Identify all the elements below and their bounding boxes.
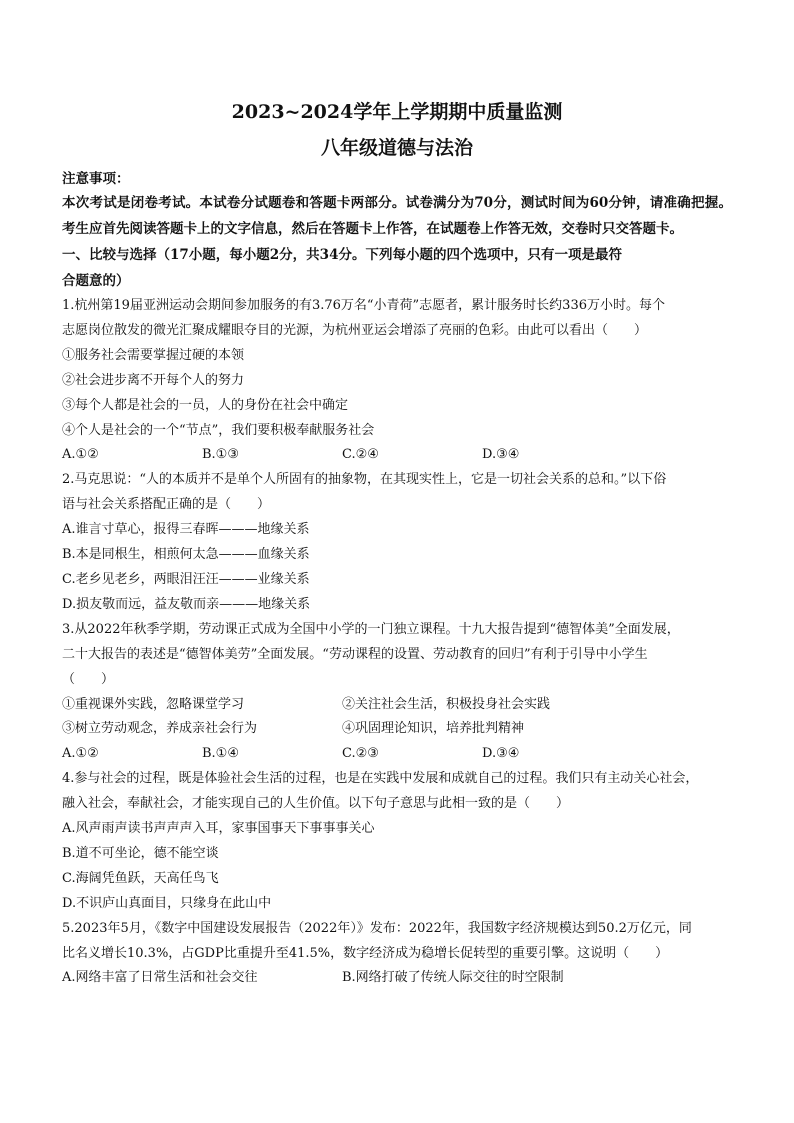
question-stem-line: 4.参与社会的过程，既是体验社会生活的过程，也是在实践中发展和成就自己的过程。我们只有主动关心社会， xyxy=(62,771,699,787)
notice-heading: 注意事项： xyxy=(62,171,130,187)
option-b: B.①③ xyxy=(202,447,239,463)
question-4 xyxy=(62,767,732,916)
option-d: D.不识庐山真面目，只缘身在此山中 xyxy=(62,895,272,911)
option-c: C.②④ xyxy=(342,447,379,463)
option-d: D.③④ xyxy=(482,746,520,762)
exam-subject: 八年级道德与法治 xyxy=(320,137,473,159)
statement-item: ①重视课外实践，忽略课堂学习 xyxy=(62,696,245,712)
question-stem-line: 1.杭州第19届亚洲运动会期间参加服务的有3.76万名“小青荷”志愿者，累计服务时长约336万小时。每个 xyxy=(62,298,665,313)
question-1 xyxy=(62,294,732,468)
statement-item: ④个人是社会的一个“节点”，我们要积极奉献服务社会 xyxy=(62,422,375,438)
question-5 xyxy=(62,917,732,992)
question-stem-line: 5.2023年5月，《数字中国建设发展报告（2022年）》发布：2022年，我国数字经济规模达到50.2万亿元，同 xyxy=(62,920,692,936)
question-stem-line: 3.从2022年秋季学期，劳动课正式成为全国中小学的一门独立课程。十九大报告提到“德智体美”全面发展， xyxy=(62,621,680,637)
option-c: C.老乡见老乡，两眼泪汪汪———业缘关系 xyxy=(62,571,310,587)
option-b: B.道不可坐论，德不能空谈 xyxy=(62,845,219,861)
option-a: A.①② xyxy=(62,447,99,463)
answer-options xyxy=(62,742,732,767)
question-stem-line: 融入社会，奉献社会，才能实现自己的人生价值。以下句子意思与此相一致的是（ ） xyxy=(62,796,570,812)
statement-item: ③每个人都是社会的一员，人的身份在社会中确定 xyxy=(62,397,349,413)
option-a: A.网络丰富了日常生活和社会交往 xyxy=(62,970,258,986)
option-c: C.海阔凭鱼跃，天高任鸟飞 xyxy=(62,870,219,886)
section-heading-line2: 合题意的） xyxy=(62,273,130,289)
statement-item: ④巩固理论知识，培养批判精神 xyxy=(342,721,525,737)
question-stem-line: 2.马克思说：“人的本质并不是单个人所固有的抽象物，在其现实性上，它是一切社会关系的总和。”以下俗 xyxy=(62,472,667,488)
question-stem-line: 比名义增长10.3%，占GDP比重提升至41.5%，数字经济成为稳增长促转型的重要引擎。这说明（ ） xyxy=(62,945,669,961)
notice-text: 本次考试是闭卷考试。本试卷分试题卷和答题卡两部分。试卷满分为70分，测试时间为60分钟，请准确把握。考生应首先阅读答题卡上的文字信息，然后在答题卡上作答，在试题卷上作答无效，交卷时只交答题卡。 xyxy=(62,195,732,237)
question-stem-line: 志愿岗位散发的微光汇聚成耀眼夺目的光源，为杭州亚运会增添了亮丽的色彩。由此可以看出（ ） xyxy=(62,322,648,338)
option-b: B.网络打破了传统人际交往的时空限制 xyxy=(342,970,564,986)
exam-title: 2023~2024学年上学期期中质量监测 xyxy=(231,101,563,123)
option-b: B.①④ xyxy=(202,746,239,762)
option-d: D.损友敬而远，益友敬而亲———地缘关系 xyxy=(62,596,311,612)
question-stem-line: 二十大报告的表述是“德智体美劳”全面发展。“劳动课程的设置、劳动教育的回归”有利于引导中小学生 xyxy=(62,646,648,662)
statement-item: ②关注社会生活，积极投身社会实践 xyxy=(342,696,551,712)
statement-item: ①服务社会需要掌握过硬的本领 xyxy=(62,347,245,363)
option-a: A.谁言寸草心，报得三春晖———地缘关系 xyxy=(62,522,310,538)
statement-row xyxy=(62,693,732,718)
option-d: D.③④ xyxy=(482,447,520,463)
question-2 xyxy=(62,468,732,617)
answer-options xyxy=(62,966,732,991)
option-c: C.②③ xyxy=(342,746,379,762)
option-a: A.风声雨声读书声声声入耳，家事国事天下事事事关心 xyxy=(62,821,375,837)
option-b: B.本是同根生，相煎何太急———血缘关系 xyxy=(62,547,310,563)
answer-options xyxy=(62,443,732,468)
question-stem-line: （ ） xyxy=(62,671,115,687)
section-heading-line1: 一、比较与选择（17小题，每小题2分，共34分。下列每小题的四个选项中，只有一项是最符 xyxy=(62,247,622,263)
statement-row xyxy=(62,717,732,742)
question-stem-line: 语与社会关系搭配正确的是（ ） xyxy=(62,497,271,513)
option-a: A.①② xyxy=(62,746,99,762)
statement-item: ②社会进步离不开每个人的努力 xyxy=(62,372,245,388)
statement-item: ③树立劳动观念，养成亲社会行为 xyxy=(62,721,258,737)
question-3 xyxy=(62,618,732,767)
